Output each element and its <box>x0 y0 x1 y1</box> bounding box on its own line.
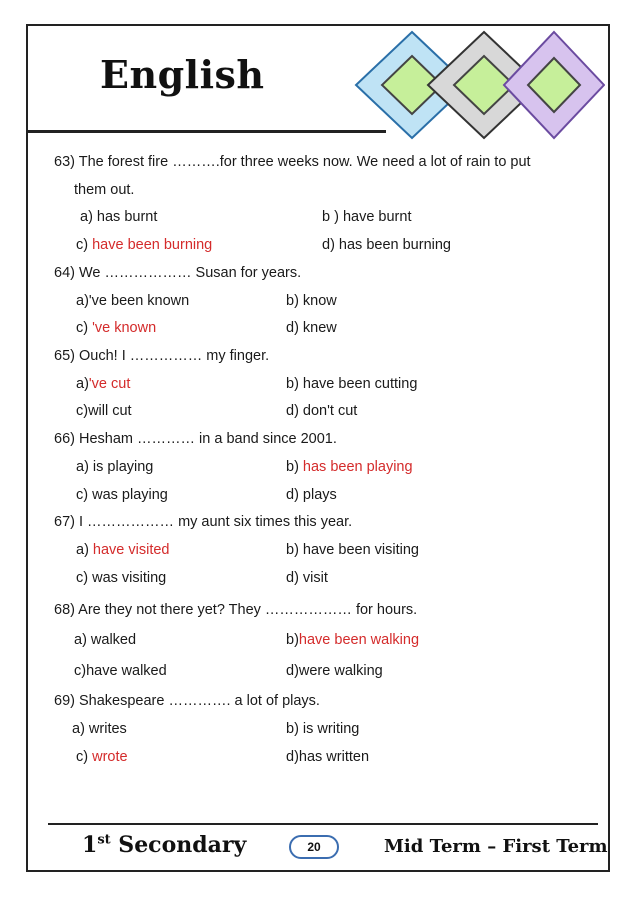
question-64-stem: 64) We ……………… Susan for years. <box>54 265 302 281</box>
q65-option-a <box>76 376 130 392</box>
option-label: b) <box>286 632 299 648</box>
q69-option-b: b) is writing <box>286 721 360 737</box>
q63-option-b: b ) have burnt <box>322 209 412 225</box>
q67-option-a <box>76 542 170 558</box>
title-underline <box>28 130 386 133</box>
q69-option-d: d)has written <box>286 749 370 765</box>
q66-option-c: c) was playing <box>76 487 168 503</box>
option-label: b) <box>286 459 303 475</box>
diamond-decoration-icon <box>350 30 605 140</box>
q65-option-b: b) have been cutting <box>286 376 418 392</box>
question-67-stem: 67) I ……………… my aunt six times this year. <box>54 514 353 530</box>
grade-suffix: st <box>97 832 111 848</box>
page-title: English <box>100 52 265 97</box>
correct-answer: has been playing <box>302 459 413 475</box>
q66-option-a: a) is playing <box>76 459 154 475</box>
grade-number: 1 <box>82 832 98 858</box>
q64-option-a: a)'ve been known <box>76 293 190 309</box>
grade-label: Secondary <box>110 832 247 858</box>
question-66-stem: 66) Hesham ………… in a band since 2001. <box>54 431 337 447</box>
q68-option-c: c)have walked <box>74 663 167 679</box>
question-63-stem: 63) The forest fire ……….for three weeks now. We need a lot of rain to put <box>54 154 531 170</box>
q66-option-b <box>286 459 413 475</box>
correct-answer: have visited <box>92 542 170 558</box>
correct-answer: 've cut <box>88 376 131 392</box>
question-63-stem-cont: them out. <box>74 182 135 198</box>
question-68-stem: 68) Are they not there yet? They ……………… for hours. <box>54 602 418 618</box>
page-frame <box>26 24 610 872</box>
q67-option-b: b) have been visiting <box>286 542 419 558</box>
question-65-stem: 65) Ouch! I …………… my finger. <box>54 348 270 364</box>
q63-option-d: d) has been burning <box>322 237 451 253</box>
q64-option-c <box>76 320 156 336</box>
option-label: a) <box>76 376 89 392</box>
q68-option-b <box>286 632 419 648</box>
q68-option-a: a) walked <box>74 632 137 648</box>
footer-grade <box>82 832 246 858</box>
page-number-badge: 20 <box>289 835 339 859</box>
q69-option-a: a) writes <box>72 721 127 737</box>
q63-option-c <box>76 237 212 253</box>
q67-option-d: d) visit <box>286 570 328 586</box>
q69-option-c <box>76 749 128 765</box>
option-label: c) <box>76 237 93 253</box>
q63-option-a: a) has burnt <box>80 209 158 225</box>
q64-option-b: b) know <box>286 293 337 309</box>
option-label: c) <box>76 749 93 765</box>
q66-option-d: d) plays <box>286 487 337 503</box>
q67-option-c: c) was visiting <box>76 570 167 586</box>
correct-answer: have been burning <box>92 237 213 253</box>
q64-option-d: d) knew <box>286 320 337 336</box>
q68-option-d: d)were walking <box>286 663 383 679</box>
correct-answer: have been walking <box>298 632 420 648</box>
option-label: a) <box>76 542 93 558</box>
question-69-stem: 69) Shakespeare …………. a lot of plays. <box>54 693 320 709</box>
footer-term: Mid Term – First Term <box>384 836 608 857</box>
option-label: c) <box>76 320 93 336</box>
correct-answer: wrote <box>92 749 128 765</box>
correct-answer: 've known <box>92 320 157 336</box>
q65-option-c: c)will cut <box>76 403 132 419</box>
q65-option-d: d) don't cut <box>286 403 358 419</box>
footer-rule <box>48 823 598 825</box>
